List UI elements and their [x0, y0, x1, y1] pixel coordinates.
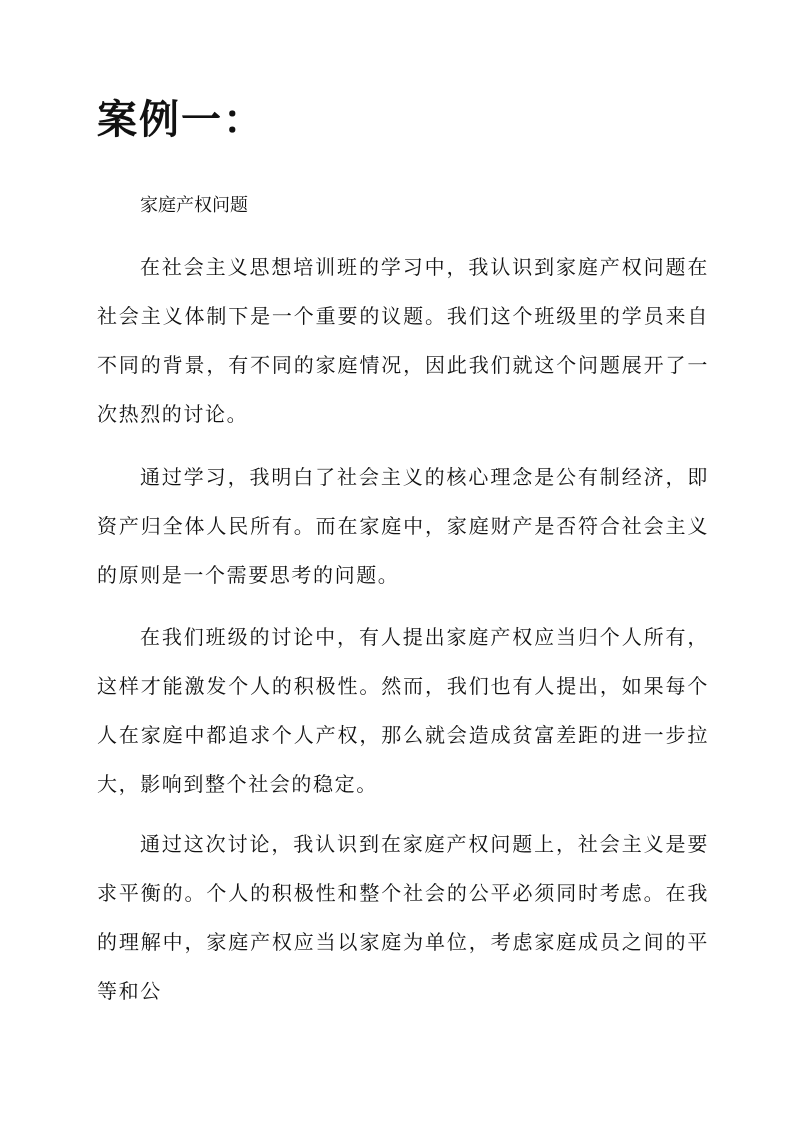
- body-paragraph: 通过这次讨论，我认识到在家庭产权问题上，社会主义是要求平衡的。个人的积极性和整个社会的公平必须同时考虑。在我的理解中，家庭产权应当以家庭为单位，考虑家庭成员之间的平等和公: [97, 832, 709, 1003]
- body-paragraph: 在社会主义思想培训班的学习中，我认识到家庭产权问题在社会主义体制下是一个重要的议题。我们这个班级里的学员来自不同的背景，有不同的家庭情况，因此我们就这个问题展开了一次热烈的讨论。: [97, 255, 709, 426]
- page-title: 案例一：: [97, 96, 265, 143]
- section-subtitle: 家庭产权问题: [140, 195, 248, 216]
- body-paragraph: 通过学习，我明白了社会主义的核心理念是公有制经济，即资产归全体人民所有。而在家庭中，家庭财产是否符合社会主义的原则是一个需要思考的问题。: [97, 465, 709, 587]
- body-paragraph: 在我们班级的讨论中，有人提出家庭产权应当归个人所有，这样才能激发个人的积极性。然而，我们也有人提出，如果每个人在家庭中都追求个人产权，那么就会造成贫富差距的进一步拉大，影响到整个社会的稳定。: [97, 625, 709, 796]
